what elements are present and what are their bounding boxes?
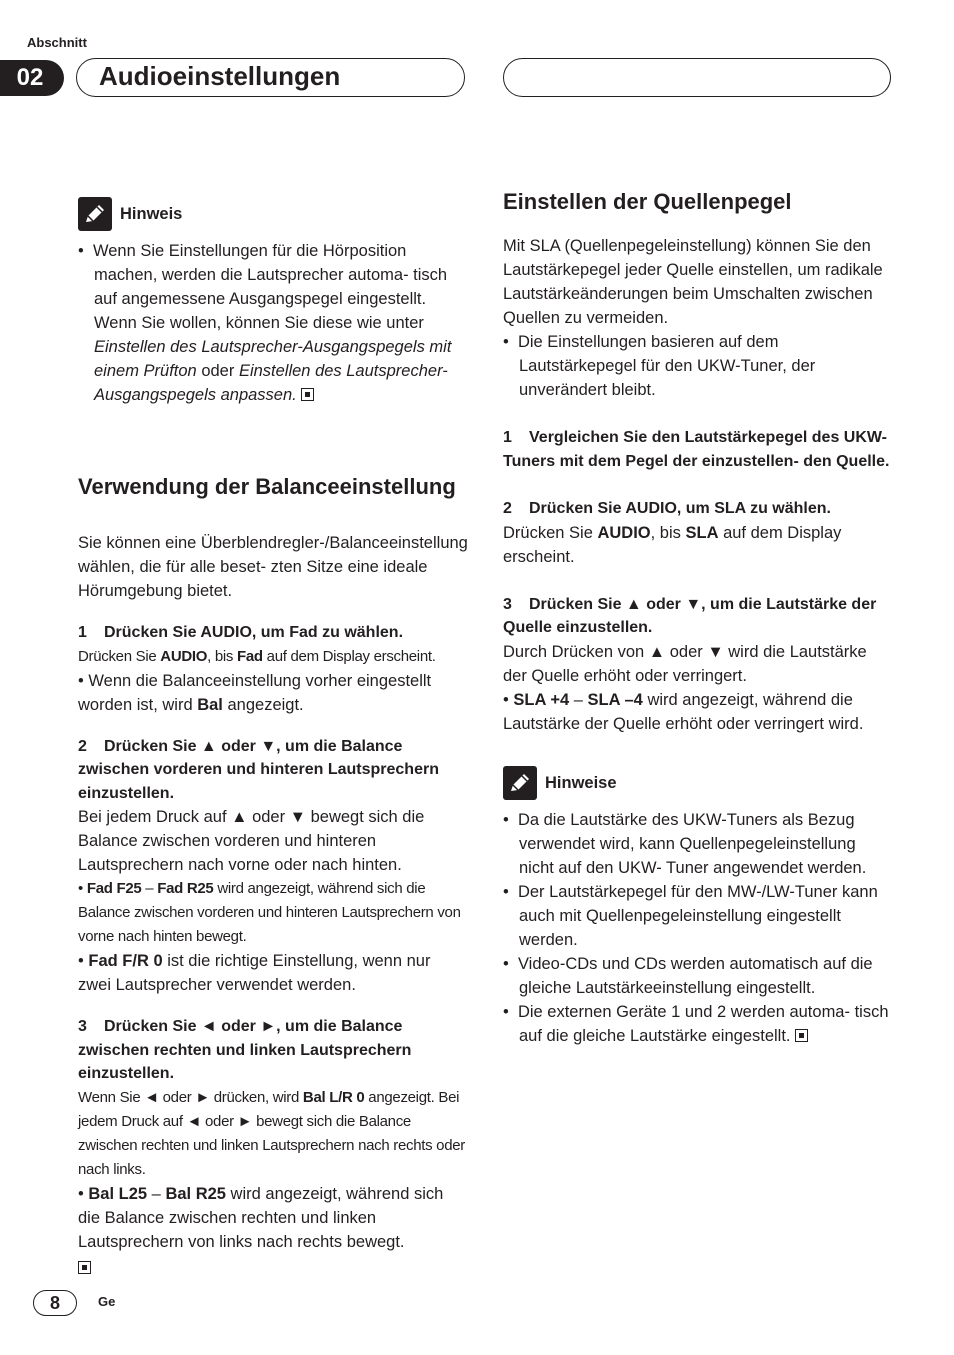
display-text: SLA +4 bbox=[513, 690, 570, 709]
note-or-text: oder bbox=[196, 362, 239, 380]
step-number: 2 bbox=[78, 737, 87, 755]
step-number: 3 bbox=[78, 1018, 87, 1035]
text: auf dem Display erscheint. bbox=[262, 647, 436, 665]
text: Wenn die Balanceeinstellung vorher eingestellt worden ist, wird bbox=[78, 671, 432, 714]
chapter-number-badge: 02 bbox=[0, 60, 64, 96]
display-text: Bal R25 bbox=[165, 1184, 226, 1203]
balance-step-2-bullet-1: • Fad F25 – Fad R25 wird angezeigt, während sich die Balance zwischen vorderen und hinteren Lautsprechern von vorne nach hinten bewegt. bbox=[78, 880, 461, 945]
text: Video-CDs und CDs werden automatisch auf die gleiche Lautstärkeeinstellung eingestellt. bbox=[517, 954, 873, 997]
balance-step-1 bbox=[78, 621, 468, 645]
text: ist die richtige Einstellung, wenn nur zwei Lautsprecher verwendet werden. bbox=[78, 952, 431, 994]
notes-header bbox=[503, 766, 893, 800]
text: Drücken Sie bbox=[503, 523, 598, 542]
balance-step-3-bullet: • Bal L25 – Bal R25 wird angezeigt, während sich die Balance zwischen rechten und linken Lautsprechern von links nach rechts bewegt. bbox=[78, 1184, 444, 1251]
notes-item: • Da die Lautstärke des UKW-Tuners als Bezug verwendet wird, kann Quellenpegeleinstellung nicht auf den UKW- Tuner angewendet werden. bbox=[503, 810, 867, 877]
text: Da die Lautstärke des UKW-Tuners als Bezug verwendet wird, kann Quellenpegeleinstellung nicht auf den UKW- Tuner angewendet werden. bbox=[517, 810, 867, 877]
text: angezeigt. bbox=[222, 695, 304, 714]
text: Die externen Geräte 1 und 2 werden automa- tisch auf die gleiche Lautstärke eingestellt. bbox=[517, 1002, 889, 1045]
text: Drücken Sie bbox=[78, 647, 161, 665]
sla-step-2-text bbox=[503, 521, 893, 569]
notes-item: • Video-CDs und CDs werden automatisch auf die gleiche Lautstärkeeinstellung eingestellt. bbox=[503, 954, 873, 997]
sla-step-3-text: Durch Drücken von ▲ oder ▼ wird die Lautstärke der Quelle erhöht oder verringert. bbox=[503, 642, 867, 685]
text: Die Einstellungen basieren auf dem Lautstärkepegel für den UKW-Tuner, der unverändert bleibt. bbox=[517, 333, 816, 399]
step-number: 1 bbox=[503, 429, 512, 446]
step-title: Drücken Sie AUDIO, um SLA zu wählen. bbox=[529, 500, 831, 517]
note-title: Hinweis bbox=[120, 205, 183, 223]
step-number: 2 bbox=[503, 500, 512, 517]
step-number: 1 bbox=[78, 624, 87, 641]
text: , bis bbox=[650, 523, 686, 542]
text: – bbox=[141, 880, 158, 897]
display-text: Fad bbox=[237, 647, 263, 665]
step-title: Drücken Sie ▲ oder ▼, um die Balance zwischen vorderen und hinteren Lautsprechern einzustellen. bbox=[78, 737, 439, 802]
display-text: SLA –4 bbox=[587, 690, 643, 709]
left-column bbox=[78, 197, 468, 1280]
section-label: Abschnitt bbox=[27, 35, 87, 50]
balance-intro: Sie können eine Überblendregler-/Balanceeinstellung wählen, die für alle beset- zten Sitze eine ideale Hörumgebung bietet. bbox=[78, 534, 468, 600]
display-text: Bal L/R 0 bbox=[302, 1088, 365, 1106]
pencil-note-icon bbox=[503, 766, 537, 800]
note-reference-2: Einstellen des Lautsprecher-Ausgangspegels anpassen. bbox=[94, 362, 448, 404]
end-mark-icon bbox=[301, 388, 314, 401]
sla-step-3-bullet: • SLA +4 – SLA –4 wird angezeigt, während die Lautstärke der Quelle erhöht oder verringert wird. bbox=[503, 690, 864, 733]
end-mark-icon bbox=[795, 1029, 808, 1042]
sla-step-1 bbox=[503, 426, 893, 473]
text: wird angezeigt, während sich die Balance zwischen vorderen und hinteren Lautsprechern von vorne nach hinten bewegt. bbox=[78, 880, 461, 945]
notes-item: • Die externen Geräte 1 und 2 werden automa- tisch auf die gleiche Lautstärke eingestellt. bbox=[503, 1002, 889, 1045]
end-mark-icon bbox=[78, 1261, 91, 1274]
notes-item: • Der Lautstärkepegel für den MW-/LW-Tuner kann auch mit Quellenpegeleinstellung eingestellt werden. bbox=[503, 882, 878, 949]
text: Der Lautstärkepegel für den MW-/LW-Tuner kann auch mit Quellenpegeleinstellung eingestellt werden. bbox=[517, 882, 878, 949]
note-reference-1: Einstellen des Lautsprecher-Ausgangspegels mit einem Prüfton bbox=[94, 338, 452, 380]
balance-end bbox=[78, 1256, 468, 1280]
balance-step-2-text: Bei jedem Druck auf ▲ oder ▼ bewegt sich die Balance zwischen vorderen und hinteren Lautsprechern nach vorne oder nach hinten. bbox=[78, 808, 425, 874]
source-level-intro-bullet: • Die Einstellungen basieren auf dem Lautstärkepegel für den UKW-Tuner, der unverändert bleibt. bbox=[503, 333, 816, 399]
balance-step-3-text bbox=[78, 1086, 468, 1182]
display-text: Bal bbox=[197, 695, 223, 714]
right-column bbox=[503, 188, 893, 1048]
step-number: 3 bbox=[503, 595, 512, 613]
note-text: Wenn Sie Einstellungen für die Hörposition machen, werden die Lautsprecher automa- tisch auf angemessene Ausgangspegel eingestellt. Wenn Sie wollen, können Sie diese wie unter bbox=[92, 242, 448, 332]
text: wird angezeigt, während die Lautstärke der Quelle erhöht oder verringert wird. bbox=[503, 690, 864, 733]
balance-step-1-bullet: • Wenn die Balanceeinstellung vorher eingestellt worden ist, wird Bal angezeigt. bbox=[78, 671, 432, 714]
text: – bbox=[569, 690, 588, 709]
step-title: Vergleichen Sie den Lautstärkepegel des UKW-Tuners mit dem Pegel der einzustellen- den Quelle. bbox=[503, 429, 890, 470]
step-title: Drücken Sie AUDIO, um Fad zu wählen. bbox=[104, 624, 404, 641]
empty-header-box bbox=[503, 58, 891, 97]
text: Wenn Sie ◄ oder ► drücken, wird bbox=[78, 1088, 303, 1106]
display-text: Fad F/R 0 bbox=[88, 952, 163, 970]
balance-heading: Verwendung der Balanceeinstellung bbox=[78, 474, 456, 499]
display-text: AUDIO bbox=[160, 647, 208, 665]
display-text: Fad F25 bbox=[86, 880, 142, 897]
page-number: 8 bbox=[33, 1290, 77, 1316]
display-text: SLA bbox=[685, 523, 719, 542]
language-code: Ge bbox=[98, 1294, 116, 1309]
text: angezeigt. Bei jedem Druck auf ◄ oder ► bewegt sich die Balance zwischen rechten und linken Lautsprechern nach rechts oder nach links. bbox=[78, 1088, 466, 1178]
source-level-heading: Einstellen der Quellenpegel bbox=[503, 189, 792, 214]
balance-step-3 bbox=[78, 1015, 468, 1086]
text: wird angezeigt, während sich die Balance zwischen rechten und linken Lautsprechern von links nach rechts bewegt. bbox=[78, 1184, 444, 1251]
display-text: AUDIO bbox=[597, 523, 651, 542]
source-level-intro: Mit SLA (Quellenpegeleinstellung) können Sie den Lautstärkepegel jeder Quelle einstellen, um radikale Lautstärkeänderungen beim Umschalten zwischen Quellen zu vermeiden. bbox=[503, 237, 883, 327]
text: auf dem Display erscheint. bbox=[503, 523, 842, 566]
step-title: Drücken Sie ▲ oder ▼, um die Lautstärke der Quelle einzustellen. bbox=[503, 595, 877, 636]
balance-step-2 bbox=[78, 735, 468, 806]
notes-title: Hinweise bbox=[545, 773, 617, 792]
note-header bbox=[78, 197, 468, 231]
note-bullet: • Wenn Sie Einstellungen für die Hörposition machen, werden die Lautsprecher automa- tisch auf angemessene Ausgangspegel eingestellt. Wenn Sie wollen, können Sie diese wie unter Einstellen des Lautsprecher-Ausgangspegels mit einem Prüfton oder Einstellen des Lautsprecher-Ausgangspegels anpassen. bbox=[78, 242, 452, 404]
step-title: Drücken Sie ◄ oder ►, um die Balance zwischen rechten und linken Lautsprechern einzustellen. bbox=[78, 1018, 412, 1082]
text: , bis bbox=[207, 647, 238, 665]
text: – bbox=[147, 1184, 166, 1203]
sla-step-3 bbox=[503, 593, 893, 640]
chapter-title: Audioeinstellungen bbox=[76, 58, 465, 97]
balance-step-1-text bbox=[78, 645, 468, 669]
display-text: Fad R25 bbox=[157, 880, 214, 897]
sla-step-2 bbox=[503, 497, 893, 521]
pencil-note-icon bbox=[78, 197, 112, 231]
display-text: Bal L25 bbox=[88, 1184, 148, 1203]
balance-step-2-bullet-2: • Fad F/R 0 ist die richtige Einstellung, wenn nur zwei Lautsprecher verwendet werden. bbox=[78, 952, 431, 994]
